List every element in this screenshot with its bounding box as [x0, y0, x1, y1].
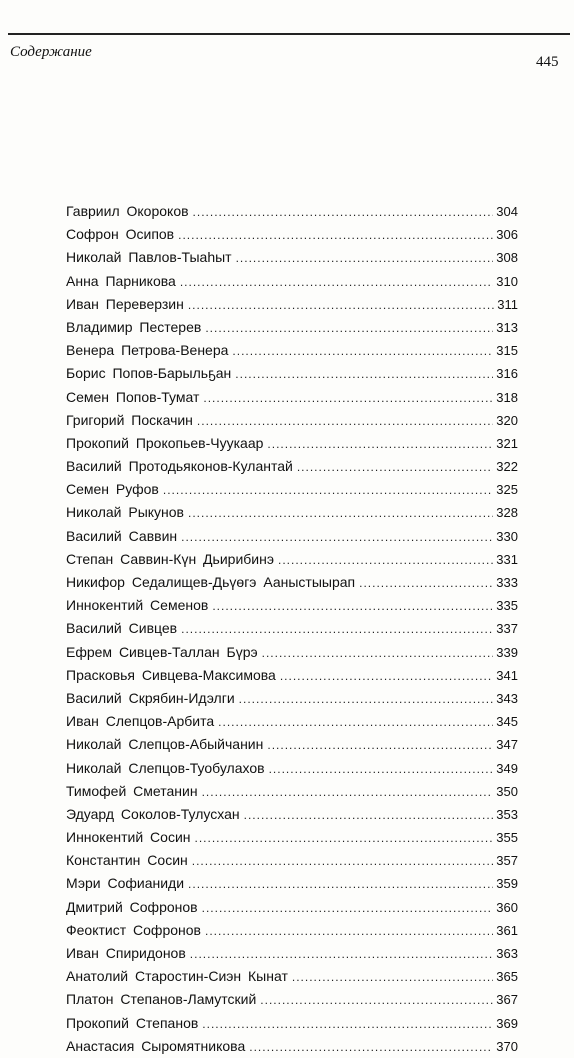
- toc-entry-name: Прокопий Прокопьев-Чуукаар: [66, 434, 264, 451]
- toc-entry-name: Василий Скрябин-Идэлги: [66, 689, 235, 706]
- toc-dot-leader: [232, 340, 493, 362]
- toc-entry: [66, 664, 518, 687]
- toc-dot-leader: [235, 363, 493, 385]
- toc-entry: [66, 641, 518, 664]
- toc-entry: [66, 919, 518, 942]
- toc-entry-name: Иван Слепцов-Арбита: [66, 713, 215, 730]
- toc-entry: [66, 246, 518, 269]
- toc-dot-leader: [269, 758, 494, 780]
- toc-entry-page: 353: [496, 806, 518, 822]
- toc-dot-leader: [262, 642, 494, 664]
- toc-dot-leader: [278, 549, 493, 571]
- toc-entry-name: Иннокентий Семенов: [66, 597, 209, 614]
- toc-entry-name: Николай Слепцов-Абыйчанин: [66, 736, 264, 753]
- toc-entry-name: Феоктист Софронов: [66, 921, 201, 938]
- toc-dot-leader: [178, 224, 493, 246]
- toc-entry: [66, 757, 518, 780]
- toc-entry: [66, 594, 518, 617]
- toc-dot-leader: [218, 711, 493, 733]
- toc-dot-leader: [188, 502, 493, 524]
- toc-entry-name: Степан Саввин-Күн Дьирибинэ: [66, 550, 274, 567]
- toc-dot-leader: [203, 387, 493, 409]
- toc-entry-name: Анатолий Старостин-Сиэн Кынат: [66, 968, 288, 985]
- toc-entry-page: 335: [496, 598, 518, 614]
- toc-entry: [66, 478, 518, 501]
- toc-entry-page: 363: [496, 946, 518, 961]
- toc-entry-page: 321: [496, 435, 518, 451]
- toc-entry-page: 355: [496, 830, 518, 846]
- toc-dot-leader: [280, 665, 493, 687]
- toc-entry-page: 343: [496, 690, 518, 706]
- toc-entry: [66, 803, 518, 826]
- toc-dot-leader: [260, 989, 493, 1011]
- table-of-contents: [66, 200, 518, 1058]
- toc-entry-name: Ефрем Сивцев-Таллан Бүрэ: [66, 643, 258, 660]
- toc-entry-page: 325: [496, 482, 518, 498]
- toc-dot-leader: [197, 410, 493, 432]
- toc-entry: [66, 733, 518, 756]
- toc-entry-page: 357: [496, 853, 518, 869]
- toc-entry-page: 308: [496, 250, 518, 266]
- toc-dot-leader: [244, 804, 494, 826]
- toc-entry-page: 304: [496, 204, 518, 219]
- toc-dot-leader: [249, 1036, 493, 1058]
- toc-entry: [66, 409, 518, 432]
- toc-entry-page: 330: [496, 528, 518, 544]
- toc-entry-name: Иннокентий Сосин: [66, 829, 191, 846]
- toc-dot-leader: [292, 966, 493, 988]
- toc-entry-page: 318: [496, 389, 518, 405]
- toc-entry-page: 316: [496, 366, 518, 382]
- toc-entry: [66, 223, 518, 246]
- toc-entry: [66, 780, 518, 803]
- toc-dot-leader: [192, 850, 494, 872]
- toc-entry: [66, 386, 518, 409]
- toc-entry: [66, 501, 518, 524]
- toc-entry-name: Дмитрий Софронов: [66, 898, 198, 915]
- toc-entry-page: 370: [496, 1038, 518, 1054]
- toc-entry-name: Семен Руфов: [66, 481, 159, 498]
- toc-dot-leader: [181, 618, 493, 640]
- toc-entry: [66, 1012, 518, 1035]
- toc-entry: [66, 316, 518, 339]
- toc-entry-name: Николай Рыкунов: [66, 504, 184, 521]
- toc-entry: [66, 965, 518, 988]
- toc-entry-page: 361: [496, 922, 518, 938]
- toc-entry: [66, 432, 518, 455]
- toc-dot-leader: [267, 734, 493, 756]
- toc-dot-leader: [236, 247, 494, 269]
- toc-dot-leader: [193, 201, 494, 223]
- toc-entry-page: 359: [496, 876, 518, 892]
- toc-entry-name: Иван Спиридонов: [66, 945, 186, 961]
- toc-dot-leader: [297, 456, 493, 478]
- toc-entry-name: Анна Парникова: [66, 272, 176, 289]
- toc-entry: [66, 942, 518, 965]
- toc-entry: [66, 270, 518, 293]
- toc-entry-name: Иван Переверзин: [66, 295, 184, 312]
- toc-entry-name: Эдуард Соколов-Тулусхан: [66, 805, 240, 822]
- toc-entry: [66, 455, 518, 478]
- toc-dot-leader: [180, 271, 493, 293]
- toc-dot-leader: [239, 688, 494, 710]
- toc-entry-page: 337: [496, 621, 518, 637]
- toc-entry-page: 328: [496, 505, 518, 521]
- toc-entry-name: Константин Сосин: [66, 852, 188, 869]
- toc-entry: [66, 362, 518, 385]
- toc-entry: [66, 293, 518, 316]
- toc-dot-leader: [163, 479, 493, 501]
- toc-dot-leader: [205, 317, 493, 339]
- toc-entry: [66, 200, 518, 223]
- running-title: Содержание: [10, 44, 92, 60]
- toc-dot-leader: [188, 873, 493, 895]
- toc-entry-name: Анастасия Сыромятникова: [66, 1037, 246, 1054]
- toc-entry-page: 339: [496, 644, 518, 660]
- toc-dot-leader: [202, 897, 494, 919]
- toc-entry-name: Василий Сивцев: [66, 620, 178, 637]
- toc-entry: [66, 710, 518, 733]
- toc-entry-name: Прокопий Степанов: [66, 1014, 199, 1031]
- toc-entry-name: Венера Петрова-Венера: [66, 342, 229, 359]
- toc-entry-page: 347: [496, 737, 518, 753]
- toc-dot-leader: [267, 433, 493, 455]
- toc-entry-page: 333: [496, 575, 518, 590]
- toc-entry: [66, 687, 518, 710]
- toc-dot-leader: [359, 572, 493, 594]
- toc-entry-name: Владимир Пестерев: [66, 318, 202, 335]
- toc-entry-name: Василий Саввин: [66, 527, 178, 544]
- toc-entry-name: Мэри Софианиди: [66, 875, 185, 892]
- toc-entry-name: Прасковья Сивцева-Максимова: [66, 666, 276, 683]
- toc-entry-page: 322: [496, 459, 518, 475]
- toc-entry-page: 313: [496, 319, 518, 335]
- toc-dot-leader: [195, 827, 494, 849]
- toc-entry: [66, 872, 518, 895]
- toc-entry-name: Гавриил Окороков: [66, 203, 189, 219]
- toc-entry: [66, 548, 518, 571]
- toc-entry-page: 331: [496, 551, 518, 567]
- toc-entry-page: 315: [496, 343, 518, 359]
- toc-entry-page: 311: [497, 296, 518, 312]
- toc-entry-name: Софрон Осипов: [66, 226, 175, 243]
- toc-entry-name: Григорий Поскачин: [66, 411, 193, 428]
- toc-entry-name: Борис Попов-Барыльҕан: [66, 365, 232, 382]
- toc-entry-page: 341: [496, 667, 518, 683]
- toc-entry-page: 306: [496, 227, 518, 243]
- toc-entry: [66, 1035, 518, 1058]
- toc-dot-leader: [202, 1013, 493, 1035]
- toc-entry: [66, 849, 518, 872]
- toc-entry-name: Платон Степанов-Ламутский: [66, 991, 257, 1008]
- toc-entry-name: Тимофей Сметанин: [66, 782, 198, 799]
- toc-entry-page: 320: [496, 412, 518, 428]
- toc-entry-page: 365: [496, 969, 518, 985]
- toc-dot-leader: [212, 595, 493, 617]
- toc-entry: [66, 571, 518, 594]
- toc-entry-name: Никифор Седалищев-Дьүөгэ Ааныстыырап: [66, 574, 356, 590]
- header-rule: [8, 33, 570, 35]
- toc-dot-leader: [188, 294, 494, 316]
- toc-entry-page: 360: [496, 899, 518, 915]
- toc-entry: [66, 896, 518, 919]
- toc-dot-leader: [190, 943, 494, 965]
- toc-dot-leader: [202, 781, 494, 803]
- toc-entry-page: 367: [496, 992, 518, 1008]
- toc-entry-page: 350: [496, 783, 518, 799]
- toc-dot-leader: [181, 526, 493, 548]
- toc-entry: [66, 826, 518, 849]
- toc-entry-name: Николай Слепцов-Туобулахов: [66, 759, 265, 776]
- toc-entry-page: 369: [496, 1015, 518, 1031]
- page-number: 445: [536, 54, 559, 70]
- toc-entry-name: Василий Протодьяконов-Кулантай: [66, 458, 293, 475]
- toc-entry: [66, 988, 518, 1011]
- toc-dot-leader: [205, 920, 493, 942]
- toc-entry-page: 310: [496, 273, 518, 289]
- toc-entry-name: Семен Попов-Тумат: [66, 388, 200, 405]
- toc-entry-page: 349: [496, 760, 518, 776]
- toc-entry: [66, 339, 518, 362]
- toc-entry-name: Николай Павлов-Тыаһыт: [66, 249, 232, 266]
- toc-entry-page: 345: [496, 714, 518, 730]
- toc-entry: [66, 617, 518, 640]
- toc-entry: [66, 525, 518, 548]
